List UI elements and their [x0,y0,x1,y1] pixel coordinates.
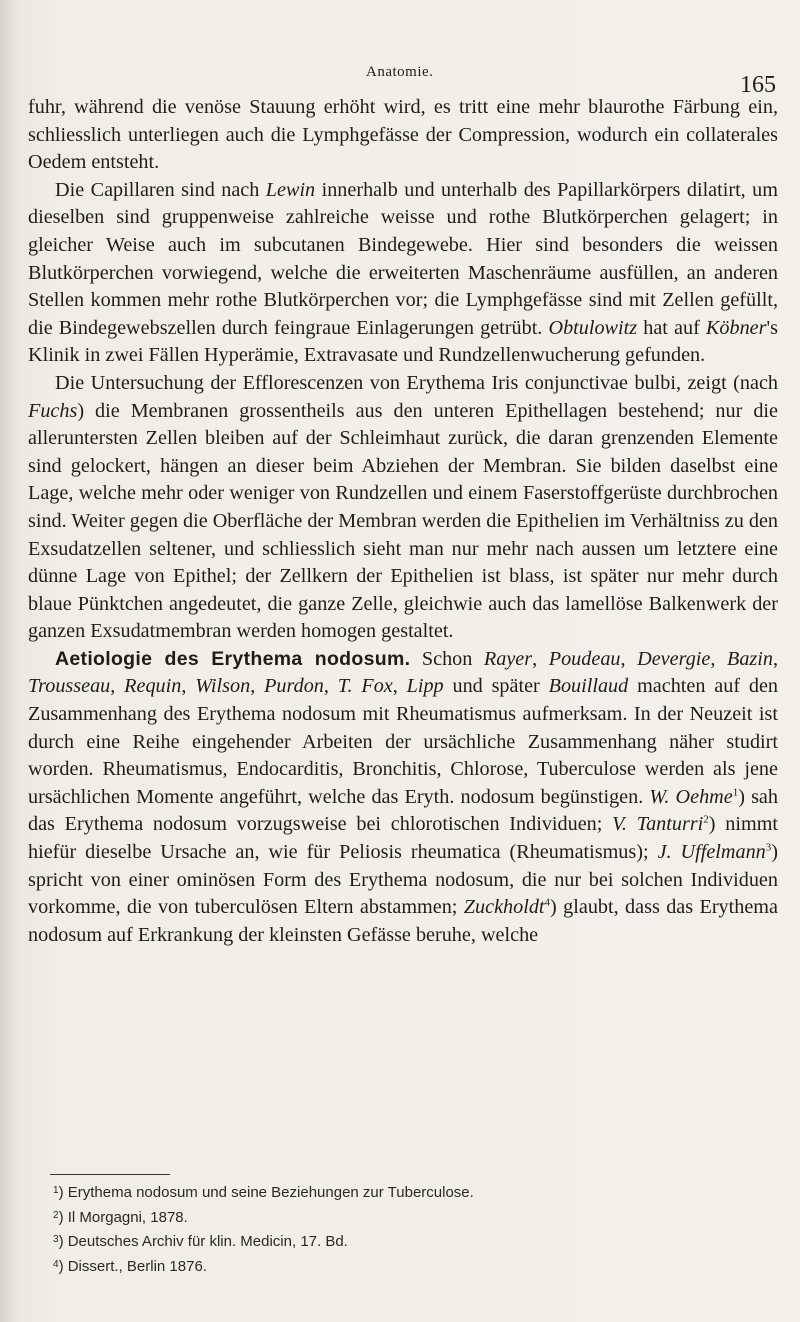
footnote-ref: 1 [732,786,739,799]
footnote-mark: 1 [53,1185,59,1196]
paragraph-capillaries [28,177,778,370]
author-name: Bazin [727,647,773,670]
author-name: Fuchs [28,399,78,422]
text-run: , [532,647,549,670]
text-run: , [110,675,125,698]
paragraph-continuation: fuhr, während die venöse Stauung erhöht wird, es tritt eine mehr blaurothe Färbung ein, schliesslich unterliegen auch die Lymphgefässe der Compression, wodurch ein collaterales Oedem entsteht. [28,96,778,174]
footnote-mark: 3 [53,1234,59,1245]
footnote-mark: 4 [53,1258,59,1270]
text-run: machten auf den Zusammenhang des Erythema nodosum mit Rheumatismus aufmerksam. In der Neuzeit ist durch eine Reihe eingehender Arbeiten der ursächliche Zusammenhang näher studirt worden. Rheumatismus, Endocarditis, Bronchitis, Chlorose, Tuberculose werden als jene ursächlichen Momente angeführt, welche das Eryth. nodosum begünstigen. [28,675,779,808]
text-run: Schon [410,647,484,670]
text-run: , [620,647,638,670]
author-name: Requin [124,675,182,698]
text-run: innerhalb und unterhalb des Papillarkörpers dilatirt, um dieselben sind gruppenweise zahlreiche weisse und rothe Blutkörperchen gelagert; in gleicher Weise auch im subcutanen Bindegewebe. Hier sind besonders die weissen Blutkörperchen vorwiegend, welche die erweiterten Maschenräume ausfüllen, an anderen Stellen kommen mehr rothe Blutkörperchen vor; die Lymphgefässe sind mit Zellen gefüllt, die Bindegewebszellen durch feingraue Einlagerungen getrübt. [28,178,778,339]
author-name: Obtulowitz [548,316,638,339]
running-header-title: Anatomie. [366,64,434,80]
text-run: und später [443,675,549,698]
text-run: , [181,675,196,698]
author-name: Köbner [705,316,767,339]
section-heading: Aetiologie des Erythema nodosum. [55,647,411,670]
footnote-ref: 2 [703,813,709,826]
footnote-mark: 2 [53,1209,59,1221]
text-run: ) spricht von einer ominösen Form des Erythema nodosum, die nur bei solchen Individuen vorkomme, die von tuberculösen Eltern abstammen; [28,841,779,919]
author-name: Devergie [637,647,711,670]
paragraph-aetiology [28,646,778,950]
text-run: hat auf [637,316,706,339]
text-run: , [710,647,727,670]
footnote [53,1180,713,1205]
author-name: W. Oehme [649,785,733,808]
page-number: 165 [740,72,776,98]
author-name: Lipp [406,675,444,698]
text-run: 's Klinik in zwei Fällen Hyperämie, Extravasate und Rundzellenwucherung gefunden. [28,316,778,367]
text-run: , [323,675,338,698]
author-name: J. Uffelmann [657,841,766,864]
author-name: Rayer [483,647,533,670]
footnotes [53,1180,713,1278]
footnote [53,1254,713,1279]
author-name: Trousseau [28,675,111,698]
text-run: , [250,675,265,698]
footnote [53,1229,713,1254]
footnote-ref: 3 [765,841,772,854]
text-run: ) sah das Erythema nodosum vorzugsweise bei chlorotischen Individuen; [28,785,778,836]
text-run: Die Untersuchung der Efflorescenzen von Erythema Iris conjunctivae bulbi, zeigt (nach [55,371,778,394]
author-name: Zuckholdt [463,896,545,919]
text-run: ) nimmt hiefür dieselbe Ursache an, wie für Peliosis rheumatica (Rheumatismus); [28,813,779,864]
footnote-ref: 4 [544,896,551,909]
paragraph-efflorescences [28,370,778,646]
author-name: T. Fox [337,675,393,698]
footnote-text: ) Dissert., Berlin 1876. [58,1257,207,1275]
text-run: ) die Membranen grossentheils aus den unteren Epithellagen bestehend; nur die alleruntersten Zellen bleiben auf der Schleimhaut zurück, die daran grenzenden Elemente sind gelockert, hängen an dieser beim Abziehen der Membran. Sie bilden daselbst eine Lage, welche mehr oder weniger von Rundzellen und einem Faserstoffgerüste durchbrochen sind. Weiter gegen die Oberfläche der Membran werden die Epithelien im Verhältniss zu den Exsudatzellen seltener, und schliesslich sieht man nur mehr nach aussen um letztere eine dünne Lage von Epithel; der Zellkern der Epithelien ist blass, ist später nur mehr durch blaue Pünktchen angedeutet, die ganze Zelle, gleichwie auch das lamellöse Balkenwerk der ganzen Exsudatmembran werden homogen gestaltet. [28,399,778,643]
text-run: , [392,675,407,698]
footnote-text: ) Deutsches Archiv für klin. Medicin, 17. Bd. [58,1233,348,1250]
text-run: , [772,647,779,670]
author-name: Wilson [195,675,251,698]
author-name: Poudeau [548,647,621,670]
footnote-text: ) Erythema nodosum und seine Beziehungen zur Tuberculose. [58,1184,474,1201]
text-run: Die Capillaren sind nach [55,178,266,201]
author-name: Purdon [264,675,324,698]
text-run: ) glaubt, dass das Erythema nodosum auf Erkrankung der kleinsten Gefässe beruhe, welche [28,896,778,946]
author-name: Lewin [265,178,316,201]
footnote [53,1205,713,1230]
author-name: V. Tanturri [612,813,704,836]
footnote-text: ) Il Morgagni, 1878. [58,1208,188,1226]
footnote-divider [50,1174,170,1175]
body-text [28,94,778,949]
author-name: Bouillaud [548,675,629,698]
